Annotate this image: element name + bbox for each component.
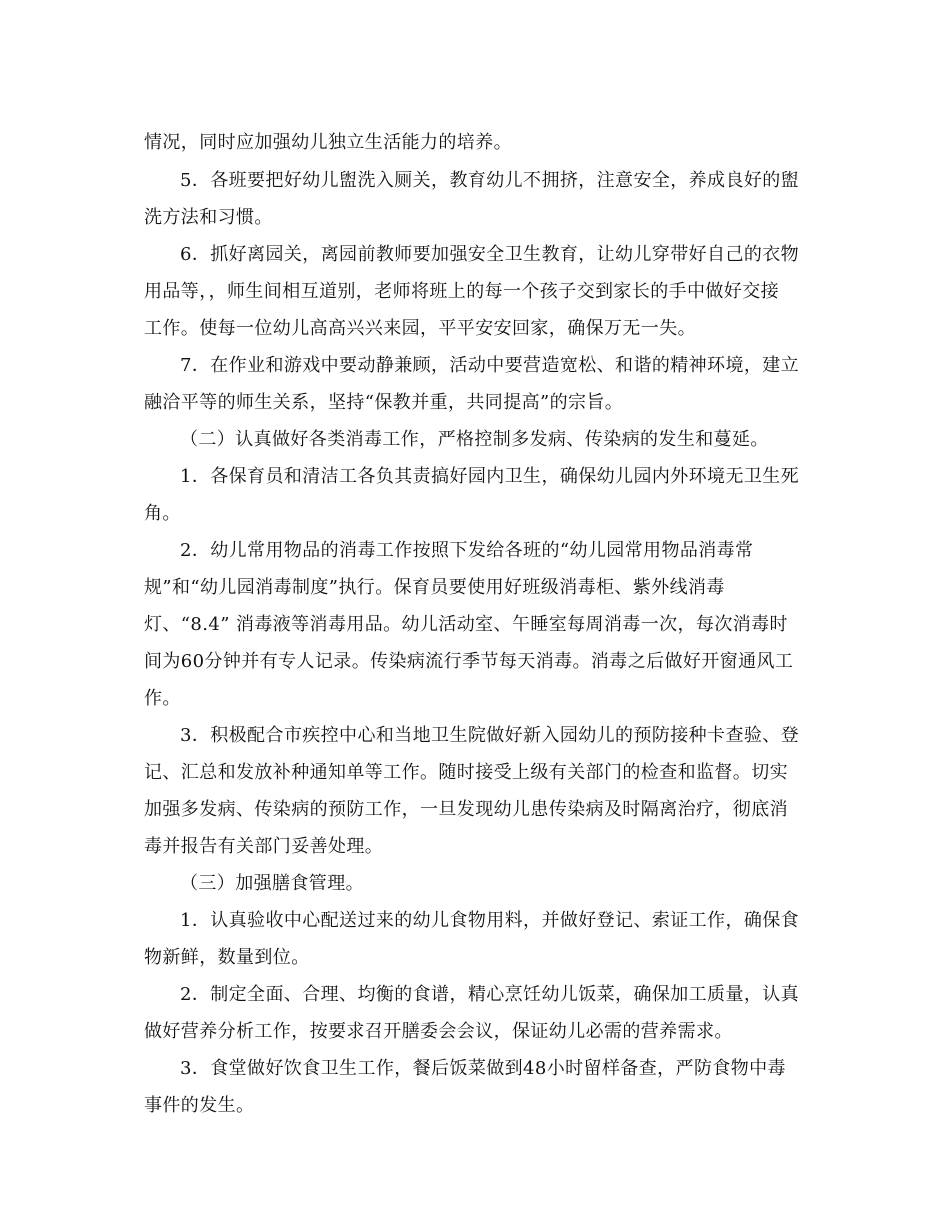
- text-line: 事件的发生。: [144, 1095, 255, 1116]
- text-line: 用品等，，师生间相互道别，老师将班上的每一个孩子交到家长的手中做好交接: [144, 281, 779, 302]
- text-line: 物新鲜，数量到位。: [144, 947, 310, 968]
- section-heading: （二）认真做好各类消毒工作，严格控制多发病、传染病的发生和蔓延。: [180, 429, 769, 450]
- text-line: 7．在作业和游戏中要动静兼顾，活动中要营造宽松、和谐的精神环境，建立: [180, 355, 800, 376]
- text-line: 间为60分钟并有专人记录。传染病流行季节每天消毒。消毒之后做好开窗通风工: [144, 651, 794, 672]
- text-line: 角。: [144, 503, 181, 524]
- text-line: 记、汇总和发放补种通知单等工作。随时接受上级有关部门的检查和监督。切实: [144, 762, 788, 783]
- text-line: 洗方法和习惯。: [144, 207, 273, 228]
- text-line: 融洽平等的师生关系，坚持“保教并重，共同提高”的宗旨。: [144, 392, 624, 413]
- text-line: 灯、“8.4” 消毒液等消毒用品。幼儿活动室、午睡室每周消毒一次，每次消毒时: [144, 614, 788, 635]
- text-line: 做好营养分析工作，按要求召开膳委会会议，保证幼儿必需的营养需求。: [144, 1021, 733, 1042]
- text-line: 工作。使每一位幼儿高高兴兴来园，平平安安回家，确保万无一失。: [144, 318, 696, 339]
- text-line: 3．积极配合市疾控中心和当地卫生院做好新入园幼儿的预防接种卡查验、登: [180, 725, 800, 746]
- text-line: 加强多发病、传染病的预防工作，一旦发现幼儿患传染病及时隔离治疗，彻底消: [144, 799, 788, 820]
- text-line: 1．各保育员和清洁工各负其责搞好园内卫生，确保幼儿园内外环境无卫生死: [180, 466, 800, 487]
- text-line: 作。: [144, 688, 181, 709]
- text-line: 1．认真验收中心配送过来的幼儿食物用料，并做好登记、索证工作，确保食: [180, 910, 800, 931]
- text-line: 情况，同时应加强幼儿独立生活能力的培养。: [144, 132, 512, 153]
- text-line: 毒并报告有关部门妥善处理。: [144, 836, 384, 857]
- text-line: 5．各班要把好幼儿盥洗入厕关，教育幼儿不拥挤，注意安全，养成良好的盥: [180, 170, 800, 191]
- text-line: 2．制定全面、合理、均衡的食谱，精心烹饪幼儿饭菜，确保加工质量，认真: [180, 984, 800, 1005]
- text-line: 规”和“幼儿园消毒制度”执行。保育员要使用好班级消毒柜、紫外线消毒: [144, 577, 725, 598]
- text-line: 2．幼儿常用物品的消毒工作按照下发给各班的“幼儿园常用物品消毒常: [180, 540, 754, 561]
- text-line: 6．抓好离园关，离园前教师要加强安全卫生教育，让幼儿穿带好自己的衣物: [180, 244, 800, 265]
- text-line: 3．食堂做好饮食卫生工作，餐后饭菜做到48小时留样备查，严防食物中毒: [180, 1058, 786, 1079]
- section-heading: （三）加强膳食管理。: [180, 873, 364, 894]
